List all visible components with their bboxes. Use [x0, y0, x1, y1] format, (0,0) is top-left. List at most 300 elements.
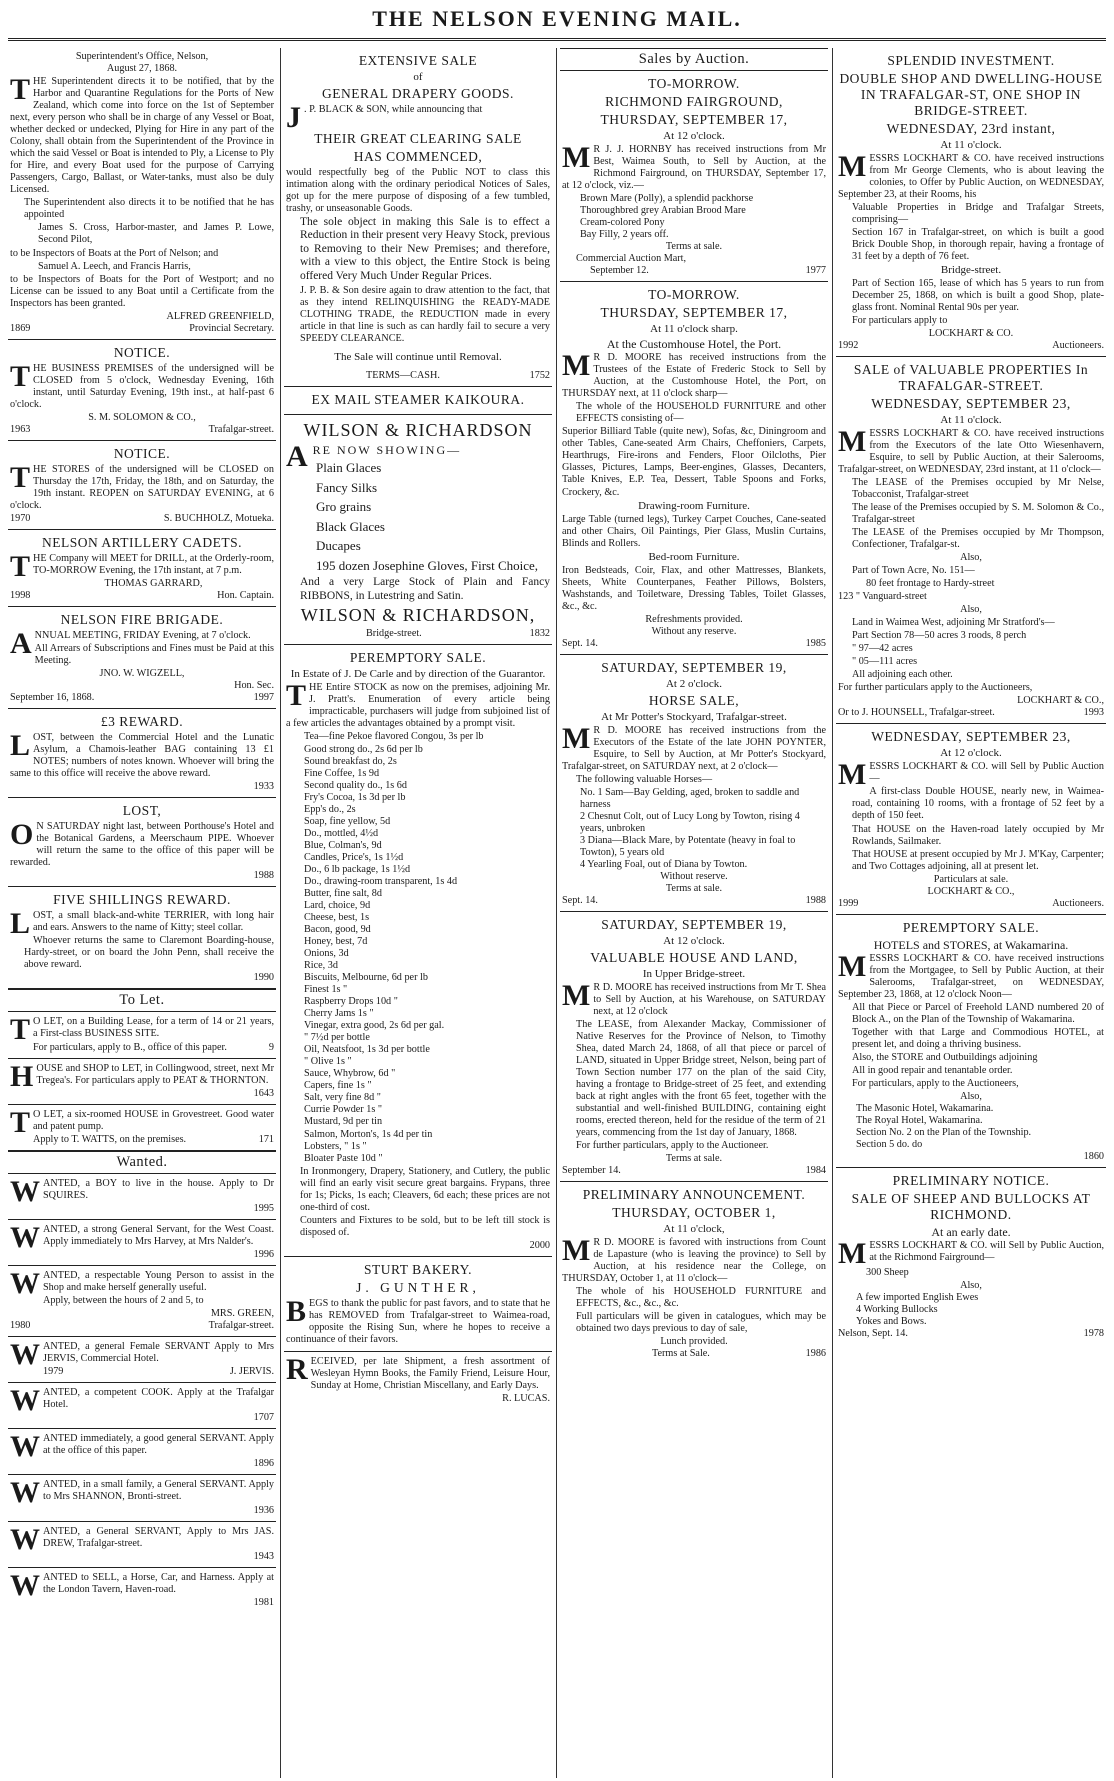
waimea-house-ad [836, 724, 1106, 914]
ad-terms: Terms at Sale. [652, 1348, 710, 1360]
ad-heading: PEREMPTORY SALE. [902, 919, 1040, 935]
ad-heading: WILSON & RICHARDSON, [300, 605, 536, 626]
ad-body: Also, the STORE and Outbuildings adjoining [852, 1052, 1038, 1064]
ad-heading: J. GUNTHER, [356, 1279, 480, 1295]
wanted-ad [8, 1522, 276, 1568]
ad-body: EGS to thank the public for past favors, and to state that he has REMOVED from Trafalgar-street to Waimea-road, opposite the Rising Sun, where he hopes to receive a continuance of their favors. [286, 1297, 550, 1345]
ad-body: Superior Billiard Table (quite new), Sofas, &c, Diningroom and other Tables, Cane-seated Arm Chairs, Cheffoniers, Carpets, Hearthrugs, Fire-irons and Fenders, Floor Oilcloths, Pier Glasses, Pictures, Lamps, Beer-engines, Glasses, Decanters, Table Knives, E.P. Tea, Dessert, Table Spoons and Forks, Crockery, &c. [562, 426, 826, 498]
auction-time: At 12 o'clock. [940, 747, 1002, 760]
ad-ref: 1988 [253, 870, 274, 882]
auction-time: At 11 o'clock, [663, 1223, 725, 1236]
peremptory-sale-ad [284, 645, 552, 1256]
ad-ref: 1978 [1083, 1328, 1104, 1340]
ad-body: R D. MOORE has received instructions from the Executors of the Estate of the late JOHN POYNTER, Esquire, to Sell by Auction, at Mr Potter's Stockyard, Trafalgar-street, on SATURDAY next, at 2 o'clock— [562, 724, 826, 772]
drop-cap: O [10, 818, 34, 852]
kaikoura-heading [284, 387, 552, 415]
ad-heading: HORSE SALE, [648, 692, 740, 708]
page-columns [8, 48, 1106, 1778]
auction-customhouse [560, 282, 828, 655]
auction-time: At 12 o'clock. [663, 129, 725, 142]
drop-cap: A [10, 626, 32, 660]
signer: LOCKHART & CO., [927, 885, 1015, 897]
ad-body: N SATURDAY night last, between Porthouse's Hotel and the Botanical Gardens, a Meerschaum PIPE. Whoever will return the same to the office of this paper will be rewarded. [10, 821, 274, 869]
auction-date: WEDNESDAY, 23rd instant, [886, 120, 1056, 136]
wanted-ad [8, 1568, 276, 1613]
lucas-ad [284, 1352, 552, 1409]
ad-ref: 1985 [805, 637, 826, 649]
lot-item: 2 Chesnut Colt, out of Lucy Long by Towton, rising 4 years, unbroken [580, 810, 800, 834]
drop-cap: M [838, 949, 867, 983]
ad-heading: PRELIMINARY ANNOUNCEMENT. [582, 1187, 806, 1203]
drop-cap: B [286, 1294, 307, 1328]
ad-heading: SALE of VALUABLE PROPERTIES In TRAFALGAR-STREET. [853, 362, 1089, 393]
ad-body: RE NOW SHOWING— [312, 442, 462, 457]
ad-note: Also, [960, 1091, 982, 1103]
ad-heading: NELSON FIRE BRIGADE. [60, 611, 224, 627]
ad-subheading: Bed-room Furniture. [648, 550, 740, 563]
drop-cap: A [286, 439, 310, 473]
ad-ref: 1933 [253, 781, 274, 793]
to-let-ad [8, 1012, 276, 1058]
lot-item: 4 Yearling Foal, out of Diana by Towton. [580, 858, 748, 870]
price-item: Good strong do., 2s 6d per lb [304, 743, 423, 755]
ad-body: Whoever returns the same to Claremont Boarding-house, Hardy-street, or on board the John Penn, shall receive the above reward. [24, 935, 274, 971]
ad-body: Valuable Properties in Bridge and Trafalgar Streets, comprising— [852, 201, 1104, 225]
ad-ref: 1752 [529, 369, 550, 381]
auction-date: WEDNESDAY, SEPTEMBER 23, [871, 395, 1071, 411]
price-item: Sauce, Whybrow, 6d " [304, 1068, 396, 1080]
price-item: Do., mottled, 4½d [304, 827, 379, 839]
drop-cap: W [10, 1338, 40, 1372]
stock-item: Gro grains [316, 499, 372, 515]
ad-heading: SPLENDID INVESTMENT. [887, 53, 1055, 68]
ad-body: ESSRS LOCKHART & CO. have received instructions from Mr George Clements, who is about leaving the colonies, to Offer by Public Auction, on WEDNESDAY, September 23, at their Rooms, his [838, 152, 1104, 200]
price-item: Raspberry Drops 10d " [304, 996, 398, 1008]
drop-cap: T [10, 1013, 31, 1047]
notice-names: Samuel A. Leech, and Francis Harris, [38, 260, 191, 272]
ad-ref: 171 [258, 1133, 274, 1145]
wanted-ad [8, 1475, 276, 1521]
column-divider [832, 48, 833, 1778]
ad-ref: 1990 [253, 972, 274, 984]
drop-cap: T [10, 549, 31, 583]
column-divider [556, 48, 557, 1778]
drop-cap: M [562, 140, 591, 174]
ad-body: . P. BLACK & SON, while announcing that [304, 103, 483, 115]
drop-cap: L [10, 907, 31, 941]
ad-heading: VALUABLE HOUSE AND LAND, [590, 949, 798, 965]
price-item: Fry's Cocoa, 1s 3d per lb [304, 791, 406, 803]
lot-item: Brown Mare (Polly), a splendid packhorse [580, 192, 754, 204]
ad-body: Apply, between the hours of 2 and 5, to [43, 1295, 204, 1307]
ad-heading: STURT BAKERY. [364, 1261, 472, 1277]
ad-ref: 1977 [805, 265, 826, 277]
stock-item: Ducapes [316, 538, 361, 554]
signer: S. BUCHHOLZ, Motueka. [163, 512, 274, 524]
ad-heading: HAS COMMENCED, [353, 148, 483, 164]
ad-body: All that Piece or Parcel of Freehold LAND numbered 20 of Block A., on the Plan of the Township of Wakamarina. [852, 1001, 1104, 1025]
auction-place: At the Customhouse Hotel, the Port. [606, 337, 782, 351]
ad-ref: 1869 [10, 322, 31, 334]
ad-heading: THEIR GREAT CLEARING SALE [314, 130, 522, 146]
auction-date: THURSDAY, SEPTEMBER 17, [600, 111, 788, 127]
wanted-ad [8, 1220, 276, 1266]
ad-ref: 1860 [1083, 1151, 1104, 1163]
price-item: Cheese, best, 1s [304, 911, 370, 923]
ad-date: Sept. 14. [562, 895, 598, 906]
ad-terms: Terms at sale. [665, 1153, 723, 1165]
auction-date: SATURDAY, SEPTEMBER 19, [601, 659, 787, 675]
reward-3-pounds [8, 709, 276, 798]
auction-time: At 2 o'clock. [665, 677, 723, 690]
ad-subheading: In Estate of J. De Carle and by direction of the Guarantor. [290, 668, 546, 681]
ad-body: 123 " Vanguard-street [838, 591, 927, 603]
ad-heading: RICHMOND FAIRGROUND, [605, 94, 783, 110]
ad-body: 300 Sheep [866, 1267, 909, 1279]
ad-body: The LEASE of the Premises occupied by Mr Thompson, Confectioner, Trafalgar-st. [852, 527, 1104, 551]
auction-date: WEDNESDAY, SEPTEMBER 23, [871, 729, 1071, 745]
price-item: Capers, fine 1s " [304, 1080, 372, 1092]
ad-body: Part of Town Acre, No. 151— [852, 565, 975, 577]
notice-date: August 27, 1868. [106, 63, 178, 75]
ad-heading: SALE OF SHEEP AND BULLOCKS AT RICHMOND. [851, 1191, 1091, 1223]
price-item: Tea—fine Pekoe flavored Congou, 3s per lb [304, 731, 484, 743]
office-line: Superintendent's Office, Nelson, [75, 51, 209, 62]
signer-address: Trafalgar-street. [208, 423, 274, 435]
ad-heading: WILSON & RICHARDSON [303, 419, 533, 440]
ad-body: Part of Section 165, lease of which has 5 years to run from December 25, 1868, on which is built a good Shop, plate-glass front. Nominal Rental 90s per year. [852, 277, 1104, 313]
ad-note: Without any reserve. [651, 625, 737, 637]
ad-heading: FIVE SHILLINGS REWARD. [53, 892, 231, 908]
column-divider [280, 48, 281, 1778]
reward-5-shillings [8, 887, 276, 989]
ad-body: O LET, a six-roomed HOUSE in Grovestreet. Good water and patent pump. [33, 1108, 274, 1132]
ad-body: HE BUSINESS PREMISES of the undersigned will be CLOSED from 5 o'clock, Wednesday Evening, 16th instant, until Saturday Evening, 19th inst., at half-past 6 o'clock. [10, 362, 274, 410]
ad-body: All Arrears of Subscriptions and Fines must be Paid at this Meeting. [34, 642, 274, 666]
ad-ref: 1986 [805, 1348, 826, 1360]
ad-ref: 1997 [253, 692, 274, 704]
price-item: Honey, best, 7d [304, 936, 368, 947]
column-3 [560, 48, 828, 1778]
price-item: " 7½d per bottle [304, 1032, 370, 1044]
section-heading-auctions: Sales by Auction. [560, 48, 828, 71]
ad-body: That HOUSE on the Haven-road lately occupied by Mr Rowlands, Sailmaker. [852, 823, 1104, 847]
column-1 [8, 48, 276, 1778]
ad-subheading: of [413, 70, 423, 83]
drop-cap: M [838, 149, 867, 183]
signer: JNO. W. WIGZELL, [99, 667, 185, 679]
ad-body: Or to J. HOUNSELL, Trafalgar-street. [838, 707, 995, 719]
notice-body: The Superintendent also directs it to be notified that he has appointed [24, 197, 274, 221]
ad-heading: £3 REWARD. [100, 714, 184, 730]
signer-title: Auctioneers. [1052, 339, 1104, 351]
drop-cap: H [10, 1059, 34, 1093]
column-2 [284, 48, 552, 1778]
ad-body: That HOUSE at present occupied by Mr J. M'Kay, Carpenter; and Two Cottages adjoining, all at present let. [852, 848, 1104, 872]
lot-list [562, 787, 826, 871]
wilson-richardson-ad [284, 415, 552, 646]
price-list [286, 731, 550, 1164]
price-item: Cherry Jams 1s " [304, 1008, 374, 1020]
signer-address: Trafalgar-street. [208, 1320, 274, 1332]
drop-cap: M [838, 424, 867, 458]
ad-body: The LEASE, from Alexander Mackay, Commissioner of Native Reserves for the Province of Nelson, to Timothy Shea, dated March 24, 1868, of all that piece or parcel of LAND, situated in Upper Bridge street, Nelson, being part of Town Section number 177 on the plan of the said City, having a frontage to Bridge-street of 25 feet, and extending back at right angles with the front 65 feet, together with the substantial and well-finished BUILDING, containing eight rooms, erected thereon, held for the residue of the term of 21 years, commencing from the 1st day of January, 1868. [576, 1018, 826, 1139]
sturt-bakery-ad [284, 1257, 552, 1352]
section-heading-to-let: To Let. [8, 989, 276, 1012]
ad-body: HE STORES of the undersigned will be CLOSED on Thursday the 17th, Friday, the 18th, and on Saturday, the 19th instant. REOPEN on SATURDAY EVENING, at 6 o'clock. [10, 463, 274, 511]
fire-brigade-notice [8, 607, 276, 709]
signer-address: Commercial Auction Mart, [576, 253, 687, 265]
price-item: Biscuits, Melbourne, 6d per lb [304, 972, 428, 984]
ad-ref: 1896 [253, 1458, 274, 1470]
drop-cap: M [562, 978, 591, 1012]
ad-body: Apply to T. WATTS, on the premises. [33, 1133, 187, 1145]
ad-heading: EX MAIL STEAMER KAIKOURA. [311, 391, 525, 407]
ad-ref: 1992 [838, 339, 859, 351]
ad-terms: Terms at sale. [665, 241, 723, 253]
ad-body: For further particulars, apply to the Auctioneer. [576, 1140, 769, 1152]
wanted-ad [8, 1429, 276, 1475]
lot-list [562, 193, 826, 241]
ad-body: In Ironmongery, Drapery, Stationery, and Cutlery, the public will find an early visit secure great bargains. Frypans, three for 1s; Picks, 1s each; Cleavers, 6d each; these prices are not one-third of cost. [300, 1165, 550, 1213]
signer-title: Auctioneers. [1052, 897, 1104, 909]
signer-address: Bridge-street. [366, 628, 422, 640]
ad-body: 80 feet frontage to Hardy-street [866, 578, 995, 590]
ad-body: O LET, on a Building Lease, for a term of 14 or 21 years, a First-class BUSINESS SITE. [33, 1016, 274, 1040]
signer: THOMAS GARRARD, [104, 577, 203, 589]
auction-date: THURSDAY, OCTOBER 1, [612, 1205, 776, 1221]
ad-date: September 14. [562, 1165, 621, 1177]
stock-item: Black Glaces [316, 518, 385, 534]
ad-body: " 05—111 acres [852, 656, 918, 668]
signer: J. JERVIS. [229, 1366, 274, 1378]
auction-house-land [560, 912, 828, 1182]
drop-cap: M [562, 721, 591, 755]
ad-body: OUSE and SHOP to LET, in Collingwood, street, next Mr Tregea's. For particulars apply to PEAT & THORNTON. [36, 1062, 274, 1086]
drop-cap: M [562, 1234, 591, 1268]
lot-item: No. 1 Sam—Bay Gelding, aged, broken to saddle and harness [580, 786, 800, 810]
signer: LOCKHART & CO. [928, 327, 1014, 339]
ad-date: September 12. [590, 265, 649, 277]
price-item: Epp's do., 2s [304, 803, 356, 815]
ad-heading: NOTICE. [113, 344, 171, 360]
ad-body: The sole object in making this Sale is to effect a Reduction in their present very Heavy Stock, previous to Removing to their New Premises; and therefore, with a view to this object, the Entire Stock is being offered Very Much Under Regular Prices. [300, 215, 550, 283]
ad-body: ANTED, a strong General Servant, for the West Coast. Apply immediately to Mrs Harvey, at Mrs Nalder's. [43, 1223, 274, 1247]
ad-body: And a very Large Stock of Plain and Fancy RIBBONS, in Lutestring and Satin. [300, 576, 550, 602]
price-item: Vinegar, extra good, 2s 6d per gal. [304, 1020, 445, 1032]
wanted-ad [8, 1174, 276, 1220]
stock-item: Fancy Silks [316, 479, 378, 495]
lot-item: A few imported English Ewes [856, 1292, 979, 1304]
ad-body: Together with that Large and Commodious HOTEL, at present let, and doing a thriving business. [852, 1027, 1104, 1051]
ad-ref: 1643 [253, 1087, 274, 1099]
ad-body: The lease of the Premises occupied by S. M. Solomon & Co., Trafalgar-street [852, 501, 1104, 525]
ad-ref: 1988 [805, 895, 826, 906]
lot-item: Section 5 do. do [856, 1139, 923, 1151]
ad-body: ANTED, a BOY to live in the house. Apply to Dr SQUIRES. [43, 1177, 274, 1201]
ad-heading: PRELIMINARY NOTICE. [892, 1173, 1050, 1189]
price-item: Soap, fine yellow, 5d [304, 815, 391, 827]
auction-richmond [560, 71, 828, 282]
ad-heading: GENERAL DRAPERY GOODS. [322, 85, 514, 101]
ad-body: The Sale will continue until Removal. [334, 350, 502, 363]
lost-pipe [8, 798, 276, 887]
auction-time: At 11 o'clock. [940, 413, 1002, 426]
ad-note: Also, [960, 552, 982, 564]
ad-body: Counters and Fixtures to be sold, but to be left till stock is disposed of. [300, 1214, 550, 1238]
ad-ref: 9 [268, 1041, 274, 1053]
ad-body: would respectfully beg of the Public NOT to class this intimation along with the ordinary periodical Notices of Sales, got up for the mere purpose of disposing of a few tumbled, trashy, or unseasonable Goods. [286, 166, 550, 214]
ad-body: " 97—42 acres [852, 643, 913, 655]
drop-cap: W [10, 1430, 40, 1464]
ad-body: NNUAL MEETING, FRIDAY Evening, at 7 o'clock. [34, 629, 251, 641]
auction-place: In Upper Bridge-street. [642, 967, 746, 980]
ad-ref: 1979 [43, 1366, 64, 1378]
ad-subheading: Bridge-street. [940, 263, 1002, 276]
stores-notice [8, 441, 276, 530]
ad-subheading: Drawing-room Furniture. [638, 499, 750, 512]
sheep-sale-ad [836, 1168, 1106, 1344]
drop-cap: T [10, 460, 31, 494]
ad-body: ANTED, a General SERVANT, Apply to Mrs JAS. DREW, Trafalgar-street. [43, 1525, 274, 1549]
ad-body: Part Section 78—50 acres 3 roods, 8 perch [852, 630, 1027, 642]
ad-ref: 2000 [529, 1239, 550, 1251]
wanted-ad [8, 1383, 276, 1429]
ad-date: September 16, 1868. [10, 692, 95, 704]
auction-time: At 12 o'clock. [663, 934, 725, 947]
ad-body: R D. MOORE is favored with instructions from Count de Lapasture (who is leaving the province) to Sell by Auction, at his residence near the College, on THURSDAY, October 1, at 11 o'clock— [562, 1237, 826, 1285]
ad-body: The whole of the HOUSEHOLD FURNITURE and other EFFECTS consisting of— [576, 401, 826, 425]
notice-body: to be Inspectors of Boats at the Port of Nelson; and [10, 247, 219, 259]
ad-note: Without reserve. [660, 870, 728, 882]
ad-date: Sept. 14. [562, 637, 598, 649]
to-let-ad [8, 1105, 276, 1151]
lot-item: Bay Filly, 2 years off. [580, 229, 669, 241]
ad-body: ANTED to SELL, a Horse, Car, and Harness. Apply at the London Tavern, Haven-road. [43, 1571, 274, 1595]
ad-body: For particulars, apply to the Auctioneers, [852, 1078, 1019, 1090]
ad-note: Also, [960, 1280, 982, 1292]
price-item: Second quality do., 1s 6d [304, 779, 407, 791]
ad-date: Nelson, Sept. 14. [838, 1328, 908, 1340]
ad-body: R J. J. HORNBY has received instructions from Mr Best, Waimea South, to Sell by Auction, at the Richmond Fairground, on THURSDAY, September 17, at 12 o'clock, viz.— [562, 143, 826, 191]
notice-body: to be Inspectors of Boats for the Port of Westport; and no License can be issued to any Boat until a Certificate from the Inspectors has been granted. [10, 273, 274, 309]
price-item: Do., drawing-room transparent, 1s 4d [304, 875, 458, 887]
section-heading-wanted: Wanted. [8, 1151, 276, 1174]
ad-ref: 1980 [10, 1320, 31, 1332]
price-item: Bloater Paste 10d " [304, 1152, 383, 1164]
notice-body: HE Superintendent directs it to be notified, that by the Harbor and Quarantine Regulations for the Ports of New Zealand, which come into force on the 1st of September next, every person who shall be in charge of any Vessel or Boat, whether decked or undecked, Plying for Hire in any part of the Colony, shall obtain from the Superintendent of the Province in which the said Vessel or Boat is intended to Ply, a License to Ply for Hire, and every Boat used for the purpose of Carrying Passengers, Cargo, Ballast, or Water-tanks, must also be duly Licensed. [10, 76, 274, 196]
drop-cap: W [10, 1568, 40, 1602]
drop-cap: L [10, 728, 31, 762]
ad-heading: NOTICE. [113, 445, 171, 461]
ad-ref: 1981 [253, 1596, 274, 1608]
ad-body: ESSRS LOCKHART & CO. have received instructions from the Executors of the late Otto Wiesenhavern, Esquire, to sell by Public Auction, at their Salerooms, Trafalgar-street, on WEDNESDAY, 23rd instant, at 11 o'clock— [838, 427, 1104, 475]
ad-ref: 1999 [838, 897, 859, 909]
drop-cap: W [10, 1220, 40, 1254]
price-item: Mustard, 9d per tin [304, 1116, 383, 1128]
signer: ALFRED GREENFIELD, [166, 310, 274, 322]
ad-note: Also, [960, 604, 982, 616]
signer-title: Hon. Sec. [234, 680, 274, 691]
drop-cap: W [10, 1174, 40, 1208]
ad-heading: DOUBLE SHOP AND DWELLING-HOUSE IN TRAFALGAR-ST, ONE SHOP IN BRIDGE-STREET. [839, 70, 1103, 118]
ad-body: For further particulars apply to the Auctioneers, [838, 682, 1033, 694]
ad-body: ANTED, a competent COOK. Apply at the Trafalgar Hotel. [43, 1387, 274, 1411]
ad-ref: 1943 [253, 1550, 274, 1562]
ad-body: J. P. B. & Son desire again to draw attention to the fact, that as they intend RELINQUISHING the READY-MADE CLOTHING TRADE, the REDUCTION made in every article in that line is such as can hardly fail to secure a very SPEEDY CLEARANCE. [300, 284, 550, 344]
drop-cap: J [286, 100, 301, 134]
ad-body: R D. MOORE has received instructions from the Trustees of the Estate of Frederic Stock to Sell by Auction, at the Customhouse Hotel, the Port, on THURSDAY next, at 11 o'clock sharp— [562, 352, 826, 400]
masthead-rule [8, 38, 1106, 41]
lot-item: The Masonic Hotel, Wakamarina. [856, 1103, 994, 1115]
auction-preliminary [560, 1182, 828, 1364]
wanted-ad [8, 1266, 276, 1337]
price-item: Sound breakfast do, 2s [304, 755, 397, 767]
masthead [0, 0, 1114, 38]
price-item: Salt, very fine 8d " [304, 1092, 381, 1104]
drapery-sale-ad [284, 48, 552, 387]
signer: MRS. GREEN, [210, 1308, 274, 1320]
signer: LOCKHART & CO., [1017, 695, 1104, 707]
ad-body: ANTED, a respectable Young Person to assist in the Shop and make herself generally useful. [43, 1270, 274, 1294]
lot-list [838, 1292, 1104, 1328]
ad-body: Large Table (turned legs), Turkey Carpet Couches, Cane-seated and other Chairs, Oil Paintings, Pier Glass, Muslin Curtains, Blinds and Rollers. [562, 513, 826, 549]
notice-names: James S. Cross, Harbor-master, and James P. Lowe, Second Pilot, [38, 222, 274, 246]
stock-item: Plain Glaces [316, 460, 382, 476]
ad-ref: 1963 [10, 423, 31, 435]
ad-body: All in good repair and tenantable order. [852, 1065, 1013, 1077]
ad-ref: 1707 [253, 1412, 274, 1424]
ad-body: For particulars apply to [852, 314, 948, 326]
ad-note: Lunch provided. [660, 1336, 728, 1348]
lot-item: The Royal Hotel, Wakamarina. [856, 1115, 983, 1127]
lot-item: Cream-colored Pony [580, 217, 665, 229]
drop-cap: R [286, 1352, 308, 1386]
ad-body: ESSRS LOCKHART & CO. have received instructions from the Mortgagee, to Sell by Public Auction, at their Salerooms, Trafalgar-street, on WEDNESDAY, September 23, 1868, at 12 o'clock Noon— [838, 952, 1104, 1000]
to-let-ad [8, 1059, 276, 1105]
price-item: Salmon, Morton's, 1s 4d per tin [304, 1128, 433, 1140]
price-item: Bacon, good, 9d [304, 923, 371, 935]
ad-body: The whole of his HOUSEHOLD FURNITURE and EFFECTS, &c., &c., &c. [576, 1286, 826, 1310]
signer: R. LUCAS. [502, 1392, 550, 1404]
price-item: Candles, Price's, 1s 1½d [304, 851, 404, 863]
auction-place: At Mr Potter's Stockyard, Trafalgar-street. [601, 710, 787, 723]
ad-body: Iron Bedsteads, Coir, Flax, and other Mattresses, Blankets, Sheets, White Counterpanes, Feather Pillows, Bolsters, Washstands, and Toiletware, Dressing Tables, Toilet Glasses, &c., &c. [562, 564, 826, 612]
ad-ref: 1970 [10, 512, 31, 524]
ad-ref: 1996 [253, 1248, 274, 1260]
ad-heading: TO-MORROW. [648, 76, 740, 92]
price-item: Lobsters, " 1s " [304, 1140, 367, 1152]
ad-heading: LOST, [122, 803, 162, 819]
drop-cap: T [286, 679, 307, 713]
column-4 [836, 48, 1106, 1778]
ad-ref: 1832 [529, 628, 550, 640]
business-notice [8, 340, 276, 441]
ad-body: HE Company will MEET for DRILL, at the Orderly-room, TO-MORROW Evening, the 17th instant, at 7 p.m. [33, 552, 274, 576]
ad-ref: 1984 [805, 1165, 826, 1177]
price-item: Do., 6 lb package, 1s 1½d [304, 863, 411, 875]
ad-heading: EXTENSIVE SALE [358, 53, 478, 68]
auction-date: THURSDAY, SEPTEMBER 17, [600, 305, 788, 321]
ad-ref: 1998 [10, 589, 31, 601]
price-item: Lard, choice, 9d [304, 899, 371, 911]
wanted-ad [8, 1337, 276, 1383]
drop-cap: W [10, 1522, 40, 1556]
ad-body: ECEIVED, per late Shipment, a fresh assortment of Wesleyan Hymn Books, the Family Friend, Leisure Hour, Sunday at Home, Christian Miscellany, and Early Days. [310, 1355, 550, 1391]
signer: S. M. SOLOMON & CO., [88, 411, 196, 423]
artillery-notice [8, 530, 276, 607]
ad-body: Land in Waimea West, adjoining Mr Stratford's— [852, 617, 1055, 629]
